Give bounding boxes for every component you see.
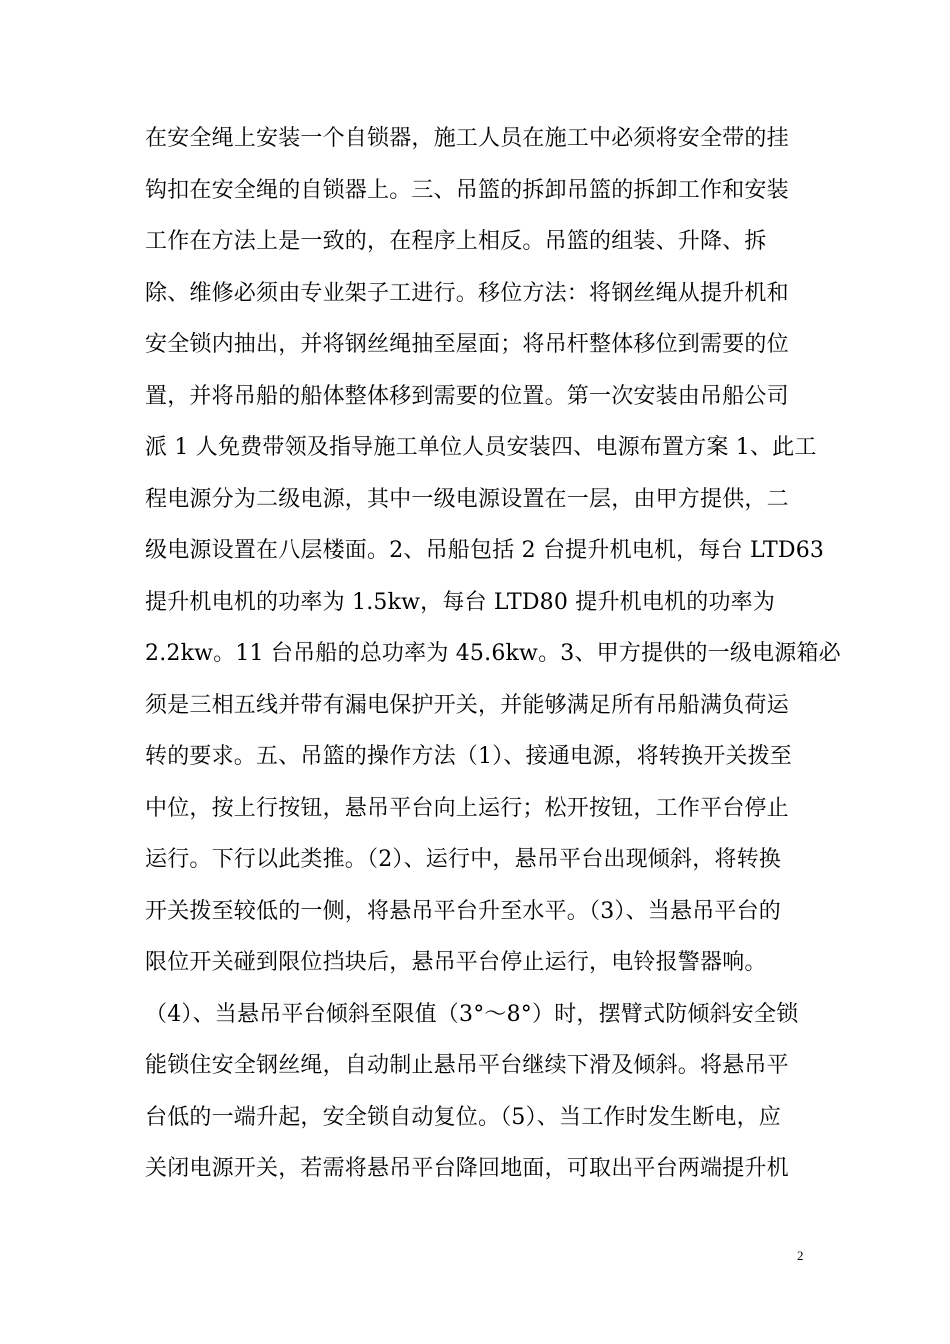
page-number: 2: [797, 1248, 804, 1263]
text-line: 提升机电机的功率为 1.5kw，每台 LTD80 提升机电机的功率为: [145, 589, 776, 615]
text-line: 钩扣在安全绳的自锁器上。三、吊篮的拆卸吊篮的拆卸工作和安装: [145, 177, 789, 203]
text-line: （4）、当悬吊平台倾斜至限值（3°～8°）时，摆臂式防倾斜安全锁: [145, 1001, 799, 1027]
text-line: 除、维修必须由专业架子工进行。移位方法：将钢丝绳从提升机和: [145, 280, 789, 306]
text-line: 2.2kw。11 台吊船的总功率为 45.6kw。3、甲方提供的一级电源箱必: [145, 641, 841, 666]
text-line: 开关拨至较低的一侧，将悬吊平台升至水平。（3）、当悬吊平台的: [145, 898, 781, 924]
text-line: 转的要求。五、吊篮的操作方法（1）、接通电源，将转换开关拨至: [145, 744, 792, 769]
text-line: 级电源设置在八层楼面。2、吊船包括 2 台提升机电机，每台 LTD63: [145, 538, 825, 563]
text-line: 置，并将吊船的船体整体移到需要的位置。第一次安装由吊船公司: [145, 383, 789, 409]
body-text: [145, 113, 841, 1195]
text-line: 程电源分为二级电源，其中一级电源设置在一层，由甲方提供，二: [145, 486, 789, 512]
text-line: 限位开关碰到限位挡块后，悬吊平台停止运行，电铃报警器响。: [145, 950, 767, 975]
text-line: 安全锁内抽出，并将钢丝绳抽至屋面；将吊杆整体移位到需要的位: [145, 332, 789, 357]
text-line: 运行。下行以此类推。（2）、运行中，悬吊平台出现倾斜，将转换: [145, 847, 781, 872]
text-line: 中位，按上行按钮，悬吊平台向上运行；松开按钮，工作平台停止: [145, 795, 789, 821]
text-line: 能锁住安全钢丝绳，自动制止悬吊平台继续下滑及倾斜。将悬吊平: [145, 1053, 789, 1078]
text-line: 须是三相五线并带有漏电保护开关，并能够满足所有吊船满负荷运: [145, 692, 789, 718]
text-line: 在安全绳上安装一个自锁器，施工人员在施工中必须将安全带的挂: [145, 126, 789, 151]
text-line: 工作在方法上是一致的，在程序上相反。吊篮的组装、升降、拆: [145, 229, 767, 254]
text-line: 关闭电源开关，若需将悬吊平台降回地面，可取出平台两端提升机: [145, 1156, 789, 1181]
text-line: 台低的一端升起，安全锁自动复位。（5）、当工作时发生断电，应: [145, 1104, 781, 1130]
text-line: 派 1 人免费带领及指导施工单位人员安装四、电源布置方案 1、此工: [145, 435, 817, 460]
